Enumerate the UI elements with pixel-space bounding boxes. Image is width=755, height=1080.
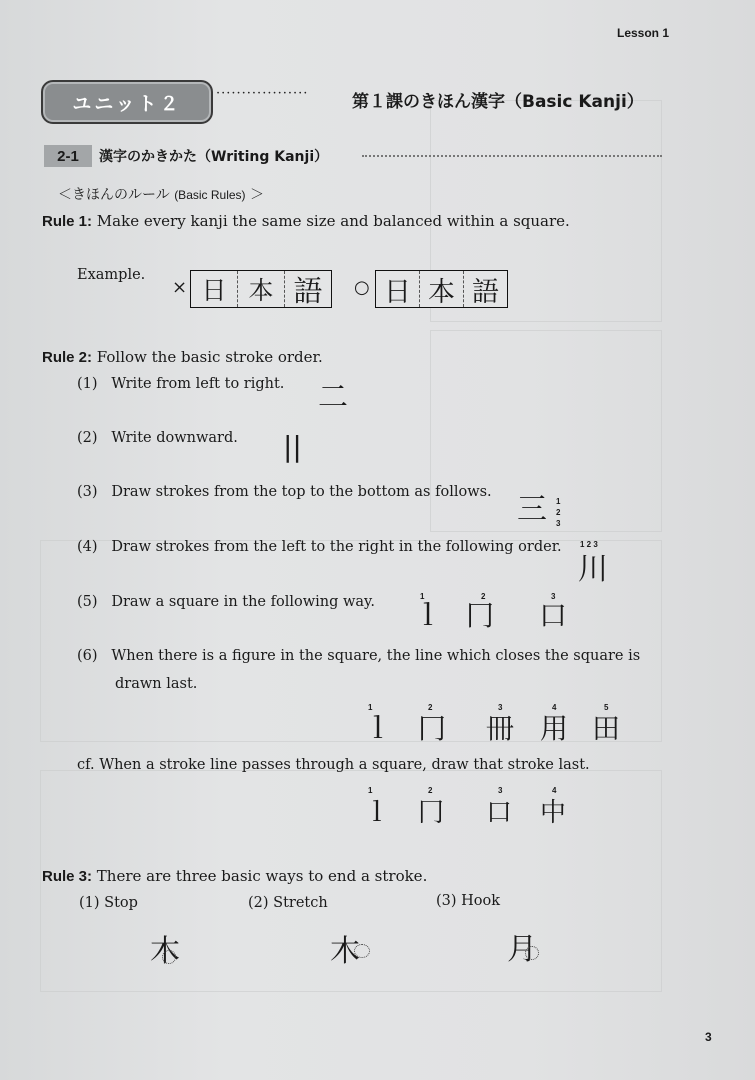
rule-2-item-3 [77, 484, 492, 500]
unit-dot-leader: ·················· [216, 86, 309, 101]
item-number: (6) [77, 648, 98, 664]
order-number: 5 [604, 703, 609, 712]
right-kanji-2: 本 [420, 271, 464, 307]
stroke-step: 冂 [418, 712, 447, 745]
right-kanji-3: 語 [472, 276, 499, 308]
order-number: 2 [428, 703, 433, 712]
order-number: 3 [498, 786, 503, 795]
order-number: 2 [428, 786, 433, 795]
stretch-example-kanji: 木 [330, 934, 360, 969]
stroke-step: ｌ [414, 599, 443, 632]
stroke-step: 用 [540, 712, 569, 745]
stroke-example-kawa: 川 [578, 552, 608, 587]
stroke-step: 中 [540, 798, 567, 828]
item-text: Write from left to right. [111, 376, 285, 392]
rule-2-item-6 [77, 648, 640, 664]
item-text-continued: drawn last. [115, 676, 198, 692]
rule-2 [42, 348, 323, 366]
item-number: (1) [77, 376, 98, 392]
rule-1-label: Rule 1: [42, 213, 93, 230]
order-number: 4 [552, 703, 557, 712]
wrong-kanji-box [190, 270, 332, 308]
item-number: (2) [77, 430, 98, 446]
order-number: 3 [551, 592, 556, 601]
rule-1 [42, 212, 570, 230]
stroke-example-ni: 二 [318, 380, 348, 415]
stroke-step: ｌ [364, 712, 393, 745]
right-mark: ○ [354, 277, 370, 298]
unit-badge: ユニット２ [41, 80, 213, 124]
item-text: Draw strokes from the top to the bottom as follows. [111, 484, 492, 500]
rule-3-text: There are three basic ways to end a stroke. [96, 867, 428, 885]
item-number: (4) [77, 539, 98, 555]
stroke-step: ｌ [364, 798, 391, 828]
stroke-step: 口 [486, 798, 513, 828]
example-label: Example. [77, 267, 146, 283]
wrong-kanji-1: 日 [191, 271, 238, 307]
order-numbers: 1 2 3 [580, 540, 598, 549]
order-number: 2 [556, 508, 561, 517]
order-number: 1 [368, 703, 373, 712]
unit-title: 第１課のきほん漢字（Basic Kanji） [352, 92, 644, 112]
order-number: 1 [368, 786, 373, 795]
basic-rules-jp: ＜きほんのルール [58, 187, 170, 203]
stroke-end-hook-label: (3) Hook [436, 893, 501, 909]
hook-highlight [525, 946, 539, 960]
item-number: (3) [77, 484, 98, 500]
show-through-grid [40, 540, 662, 742]
rule-2-item-5 [77, 594, 375, 610]
rule-2-item-4 [77, 539, 562, 555]
rule-2-item-2 [77, 430, 238, 446]
right-kanji-1: 日 [376, 271, 420, 307]
stroke-step: 冂 [466, 599, 495, 632]
rule-2-text: Follow the basic stroke order. [96, 348, 323, 366]
basic-rules-en: (Basic Rules) [174, 188, 246, 202]
page-number: 3 [705, 1030, 712, 1044]
hook-example-kanji: 月 [507, 932, 537, 967]
stroke-step: 口 [539, 599, 568, 632]
lesson-label: Lesson 1 [617, 26, 670, 40]
wrong-mark: × [172, 277, 188, 298]
wrong-kanji-2: 本 [238, 271, 285, 307]
order-number: 2 [481, 592, 486, 601]
stop-example-kanji: 木 [150, 934, 180, 969]
rule-2-item-1 [77, 376, 284, 392]
order-number: 4 [552, 786, 557, 795]
item-text: When there is a figure in the square, the line which closes the square is [111, 648, 641, 664]
item-text: Write downward. [111, 430, 238, 446]
stroke-step: 冊 [486, 712, 515, 745]
order-number: 1 [420, 592, 425, 601]
item-text: Draw strokes from the left to the right in the following order. [111, 539, 562, 555]
rule-1-text: Make every kanji the same size and balanced within a square. [96, 212, 570, 230]
rule-3 [42, 867, 427, 885]
section-dotted-rule [362, 155, 662, 157]
item-number: (5) [77, 594, 98, 610]
wrong-kanji-3: 語 [293, 273, 323, 308]
order-number: 3 [498, 703, 503, 712]
stop-highlight [162, 950, 176, 964]
cf-note: cf. When a stroke line passes through a square, draw that stroke last. [77, 757, 590, 773]
section-number: 2-1 [44, 145, 92, 167]
stroke-example-vertical: || [283, 430, 302, 463]
stretch-highlight [354, 944, 370, 958]
stroke-example-san: 三 [517, 492, 547, 527]
stroke-end-stretch-label: (2) Stretch [248, 895, 328, 911]
rule-3-label: Rule 3: [42, 868, 93, 885]
stroke-end-stop-label: (1) Stop [79, 895, 138, 911]
rule-2-label: Rule 2: [42, 349, 93, 366]
basic-rules-close: ＞ [250, 187, 264, 203]
section-title: 漢字のかきかた（Writing Kanji） [99, 149, 329, 165]
basic-rules-heading [58, 184, 264, 204]
stroke-step: 冂 [418, 798, 445, 828]
stroke-step: 田 [592, 712, 621, 745]
item-text: Draw a square in the following way. [111, 594, 375, 610]
order-number: 1 [556, 497, 561, 506]
right-kanji-box [375, 270, 508, 308]
order-number: 3 [556, 519, 561, 528]
